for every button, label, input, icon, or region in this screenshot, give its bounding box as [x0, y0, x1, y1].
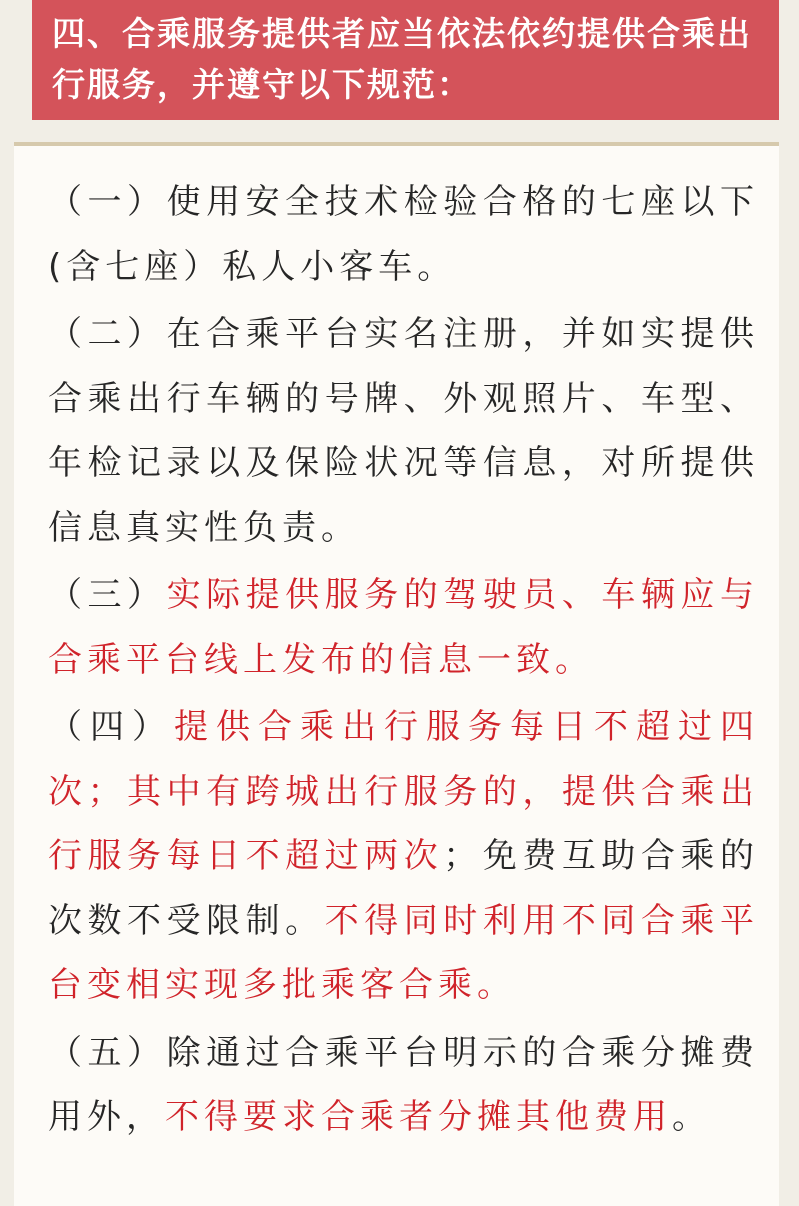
- clause-5: [48, 1021, 759, 1150]
- clause-4-highlight-prohibition: 不得同时利用不同合乘平台变相实现多批乘客合乘。: [48, 900, 760, 1005]
- clause-4: [48, 695, 759, 1018]
- clause-3-number: （三）: [48, 575, 167, 615]
- clause-4-highlight-limit: 提供合乘出行服务每日不超过四次；其中有跨城出行服务的，提供合乘出行服务每日不超过两次: [48, 707, 759, 876]
- clause-4-number: （四）: [48, 707, 174, 747]
- clause-1: [48, 170, 759, 299]
- clause-5-ending: 。: [672, 1097, 711, 1137]
- clause-3: [48, 563, 759, 692]
- header-title: 四、合乘服务提供者应当依法依约提供合乘出行服务，并遵守以下规范：: [52, 14, 752, 104]
- clause-5-text: （五）除通过合乘平台明示的合乘分摊费用外，: [48, 1032, 759, 1137]
- content-panel: [14, 142, 779, 1206]
- clause-1-text: （一）使用安全技术检验合格的七座以下(含七座）私人小客车。: [48, 182, 759, 287]
- header-banner: [32, 0, 779, 120]
- clause-3-highlight: 实际提供服务的驾驶员、车辆应与合乘平台线上发布的信息一致。: [48, 575, 760, 680]
- clause-2: [48, 302, 759, 560]
- clause-4-free-carpool-text: ；免费互助合乘的次数不受限制。: [48, 836, 760, 941]
- clause-2-text: （二）在合乘平台实名注册，并如实提供合乘出行车辆的号牌、外观照片、车型、年检记录以及保险状况等信息，对所提供信息真实性负责。: [48, 314, 759, 548]
- clause-5-highlight: 不得要求合乘者分摊其他费用: [165, 1097, 672, 1137]
